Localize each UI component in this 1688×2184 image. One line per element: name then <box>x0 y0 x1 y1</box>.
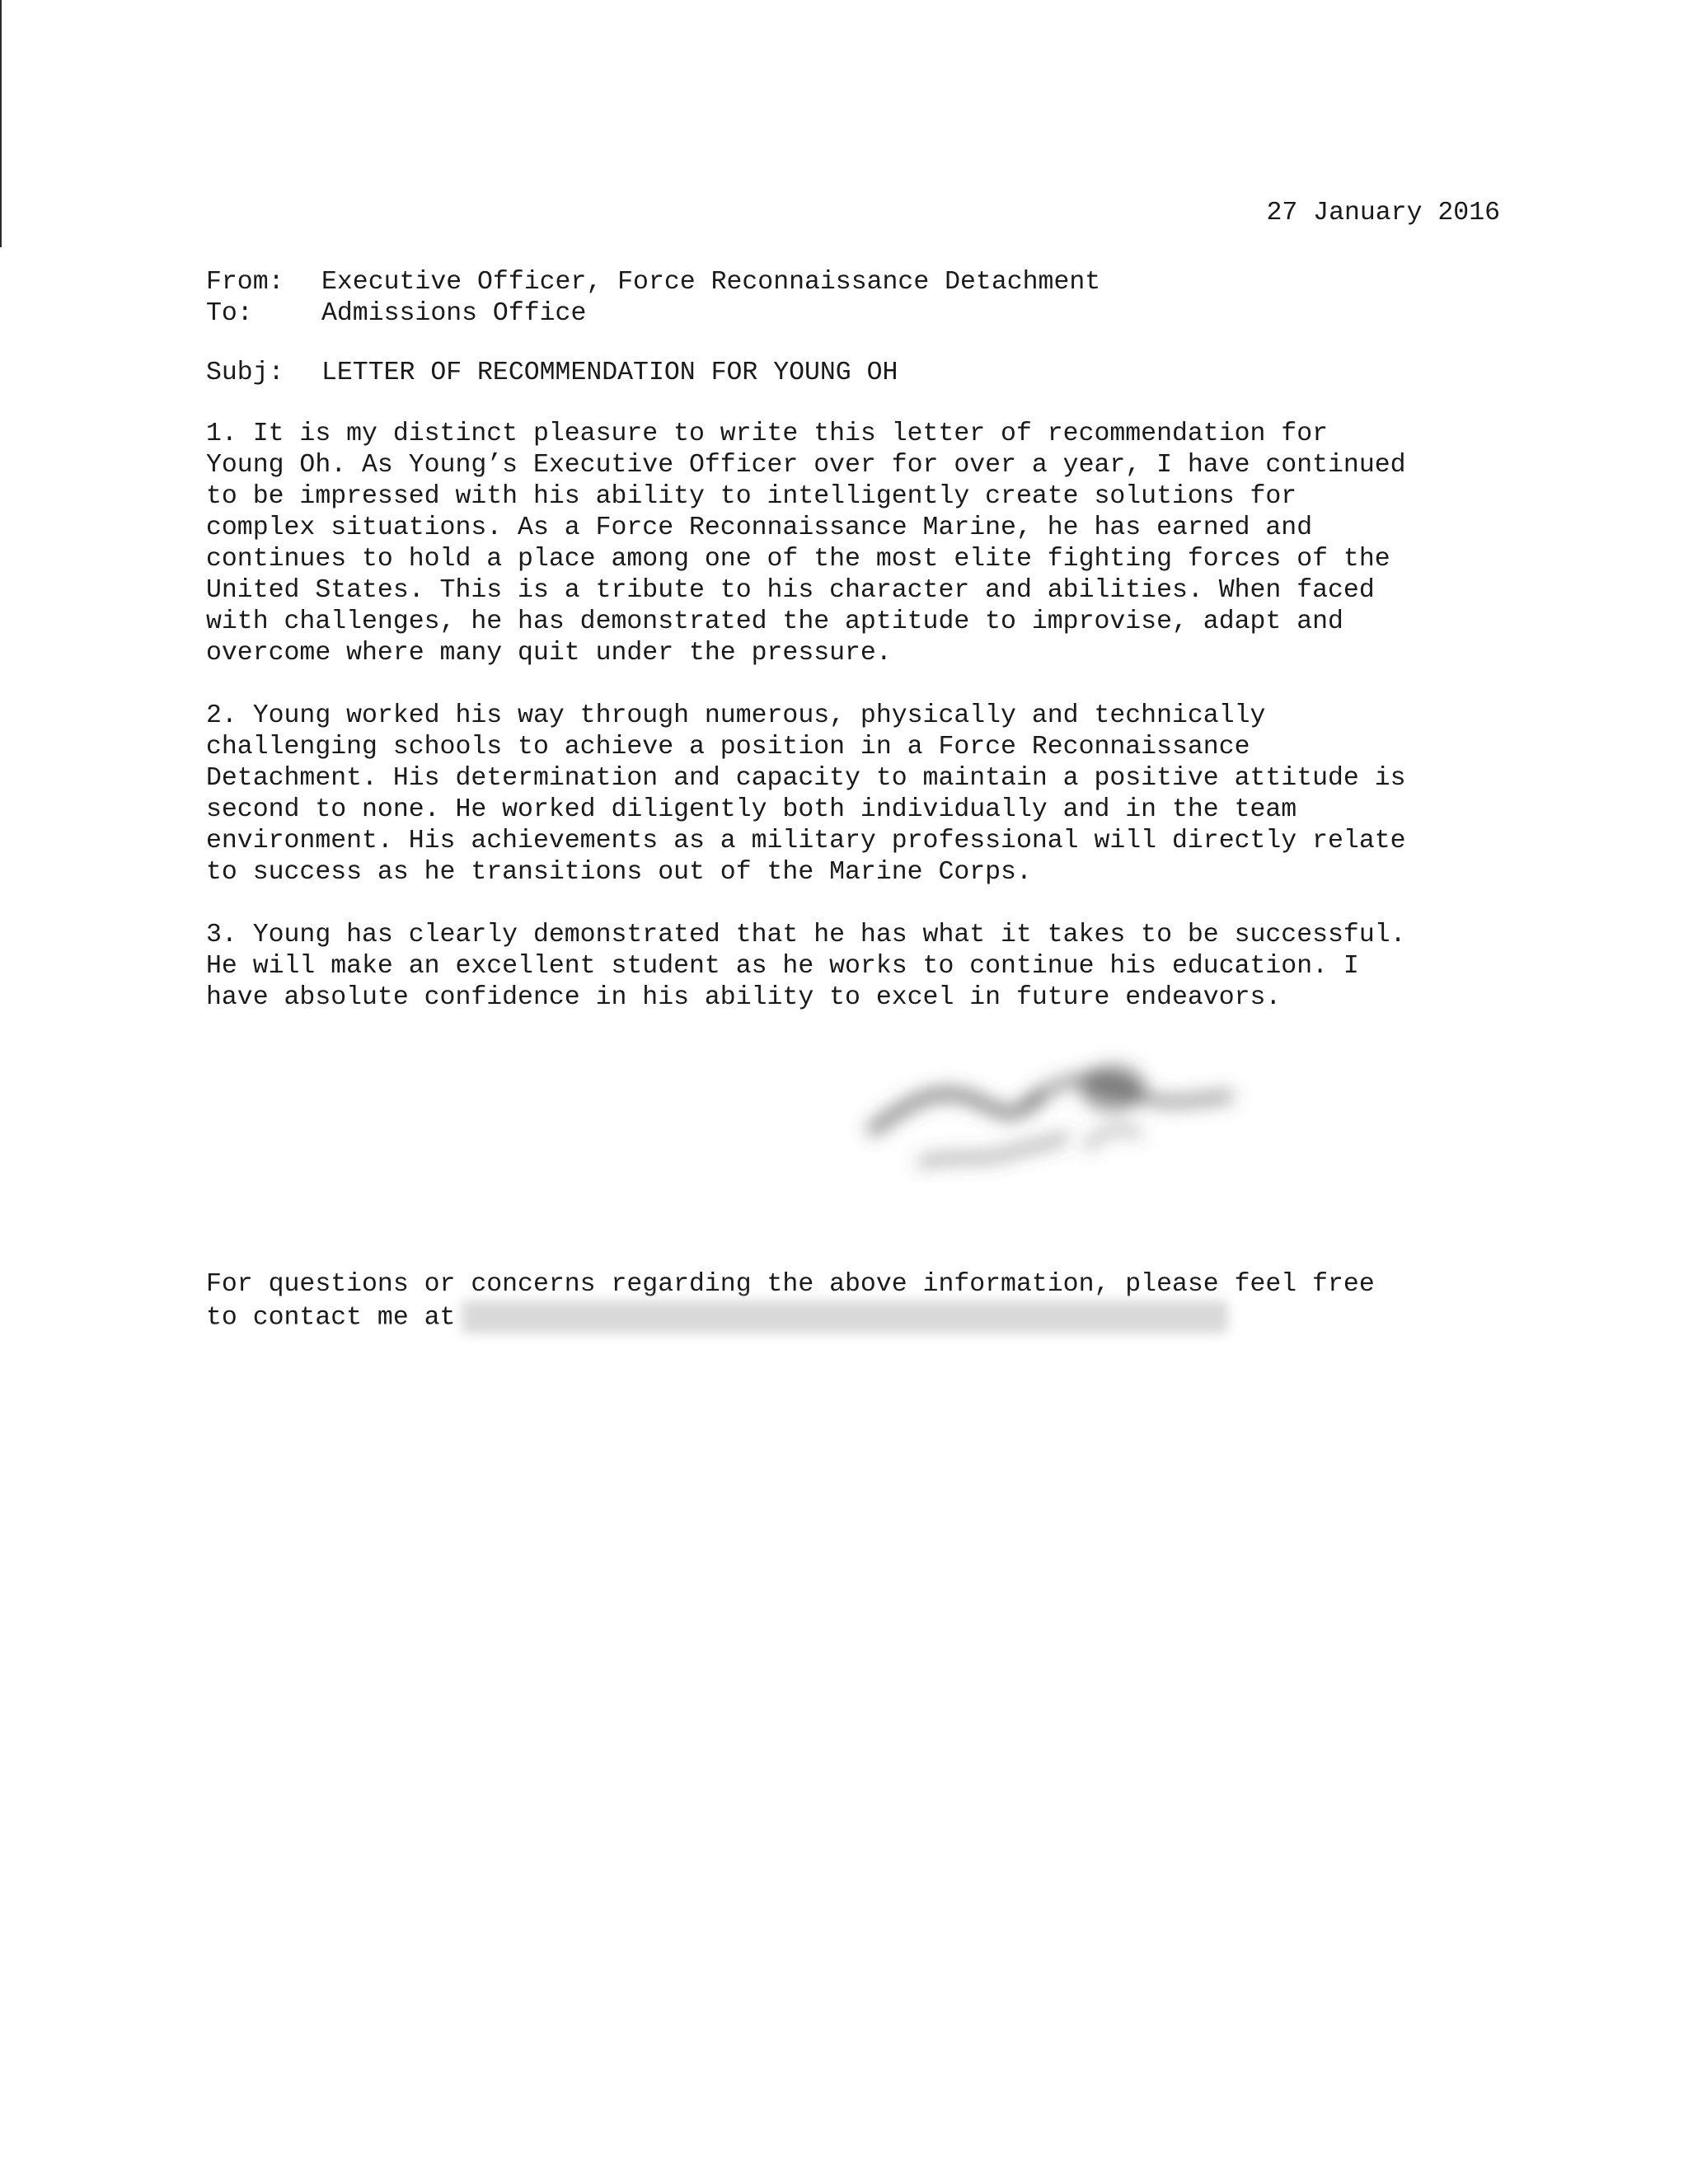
letter-date: 27 January 2016 <box>1266 199 1500 227</box>
paragraph-line: with challenges, he has demonstrated the aptitude to improvise, adapt and <box>206 607 1343 636</box>
to-row <box>206 298 1500 330</box>
subject-row <box>206 358 1500 389</box>
paragraph-line: challenging schools to achieve a position in a Force Reconnaissance <box>206 733 1250 762</box>
scan-edge-mark <box>0 0 2 247</box>
contact-block <box>206 1269 1500 1333</box>
paragraph-line: to success as he transitions out of the Marine Corps. <box>206 858 1032 887</box>
blurred-signature <box>841 1038 1269 1212</box>
paragraph-line: 3. Young has clearly demonstrated that he has what it takes to be successful. <box>206 921 1406 949</box>
paragraph-line: United States. This is a tribute to his character and abilities. When faced <box>206 576 1375 605</box>
contact-line-2-text: to contact me at <box>206 1303 456 1333</box>
paragraph-line: 1. It is my distinct pleasure to write this letter of recommendation for <box>206 419 1329 448</box>
subject-value: LETTER OF RECOMMENDATION FOR YOUNG OH <box>321 359 898 387</box>
redacted-contact-info <box>462 1301 1228 1333</box>
paragraph-line: have absolute confidence in his ability to excel in future endeavors. <box>206 983 1282 1012</box>
paragraph-line: 2. Young worked his way through numerous, physically and technically <box>206 701 1266 730</box>
paragraph-2 <box>206 701 1500 888</box>
from-row <box>206 267 1500 298</box>
paragraph-3 <box>206 920 1500 1014</box>
to-value: Admissions Office <box>321 299 587 328</box>
paragraph-line: environment. His achievements as a military professional will directly relate <box>206 827 1406 855</box>
paragraph-line: Detachment. His determination and capacity to maintain a positive attitude is <box>206 764 1406 793</box>
paragraph-line: overcome where many quit under the pressure. <box>206 639 892 668</box>
paragraph-1 <box>206 419 1500 669</box>
subject-label: Subj: <box>206 359 284 387</box>
contact-line-1: For questions or concerns regarding the above information, please feel free <box>206 1270 1375 1299</box>
paragraph-line: complex situations. As a Force Reconnaissance Marine, he has earned and <box>206 513 1313 542</box>
to-label: To: <box>206 299 253 328</box>
paragraph-line: second to none. He worked diligently both individually and in the team <box>206 795 1297 824</box>
paragraph-line: He will make an excellent student as he works to continue his education. I <box>206 952 1359 981</box>
contact-line-2 <box>206 1301 1500 1333</box>
from-value: Executive Officer, Force Reconnaissance Detachment <box>321 268 1101 297</box>
header-block <box>206 267 1500 330</box>
from-label: From: <box>206 268 284 297</box>
subject-block <box>206 358 1500 389</box>
paragraph-line: to be impressed with his ability to intelligently create solutions for <box>206 482 1297 511</box>
paragraph-line: continues to hold a place among one of the most elite fighting forces of the <box>206 545 1390 574</box>
paragraph-line: Young Oh. As Young’s Executive Officer over for over a year, I have continued <box>206 451 1406 480</box>
